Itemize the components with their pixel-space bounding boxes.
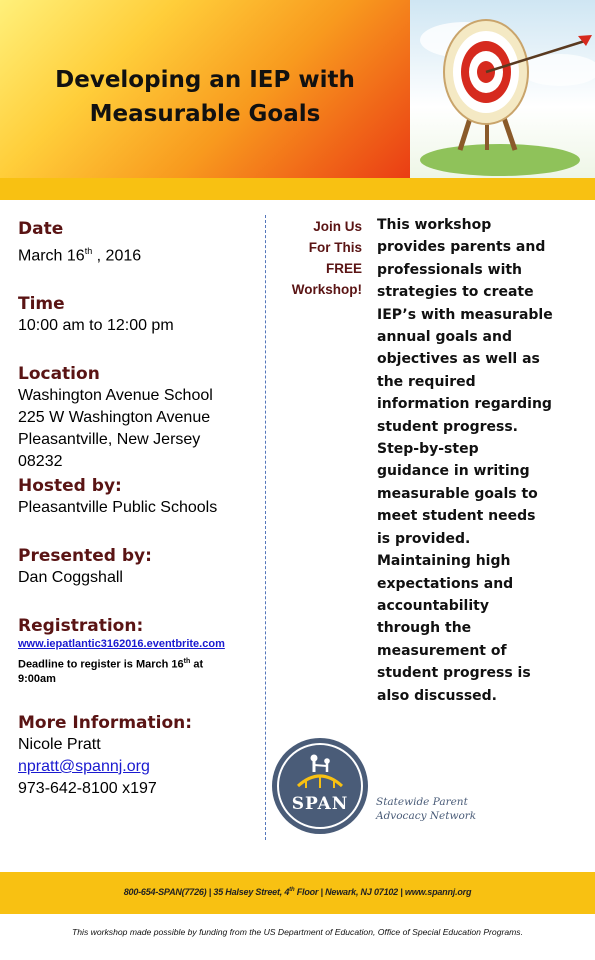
span-logo-text: SPAN [291, 794, 349, 814]
span-logo [272, 738, 368, 834]
contact-phone: 973-642-8100 x197 [18, 779, 157, 797]
hosted-heading: Hosted by: [18, 476, 122, 497]
location-line: 225 W Washington Avenue [18, 409, 211, 427]
registration-deadline: Deadline to register is March 16th at 9:00am [18, 658, 204, 685]
event-details [18, 218, 268, 800]
location-line: Pleasantville, New Jersey [18, 431, 201, 449]
location-line: Washington Avenue School [18, 387, 213, 405]
date-heading: Date [18, 219, 64, 239]
contact-name: Nicole Pratt [18, 735, 101, 753]
registration-link[interactable]: www.iepatlantic3162016.eventbrite.com [18, 638, 225, 651]
header-banner [0, 0, 410, 178]
span-org-name: Statewide Parent Advocacy Network [376, 796, 477, 822]
presented-heading: Presented by: [18, 546, 152, 567]
page-title: Developing an IEP with Measurable Goals [55, 67, 355, 127]
time-heading: Time [18, 294, 65, 315]
more-info-heading: More Information: [18, 712, 193, 733]
bridge-figures-icon [296, 752, 344, 792]
location-heading: Location [18, 364, 100, 385]
hosted-value: Pleasantville Public Schools [18, 499, 218, 517]
registration-heading: Registration: [18, 616, 144, 637]
target-illustration [410, 0, 595, 178]
funding-note: This workshop made possible by funding from the US Department of Education, Office of Special Education Programs. [72, 927, 523, 937]
location-line: 08232 [18, 453, 63, 471]
time-value: 10:00 am to 12:00 pm [18, 317, 174, 335]
presented-value: Dan Coggshall [18, 569, 123, 587]
contact-email-link[interactable]: npratt@spannj.org [18, 757, 150, 775]
workshop-description: This workshop provides parents and professionals with strategies to create IEP’s with measurable annual goals and objectives as well as the required information regarding student progress. Step-by-step guidance in writing measurable goals to meet student needs is provided. Maintaining high expectations and accountability through the measurement of student progress is also discussed. [377, 217, 553, 704]
footer-contact: 800-654-SPAN(7726) | 35 Halsey Street, 4th Floor | Newark, NJ 07102 | www.spannj.org [123, 887, 472, 897]
top-band [0, 178, 595, 200]
join-us-callout: Join Us For This FREE Workshop! [291, 219, 362, 297]
date-value: March 16th , 2016 [18, 246, 142, 265]
column-divider [265, 215, 266, 840]
